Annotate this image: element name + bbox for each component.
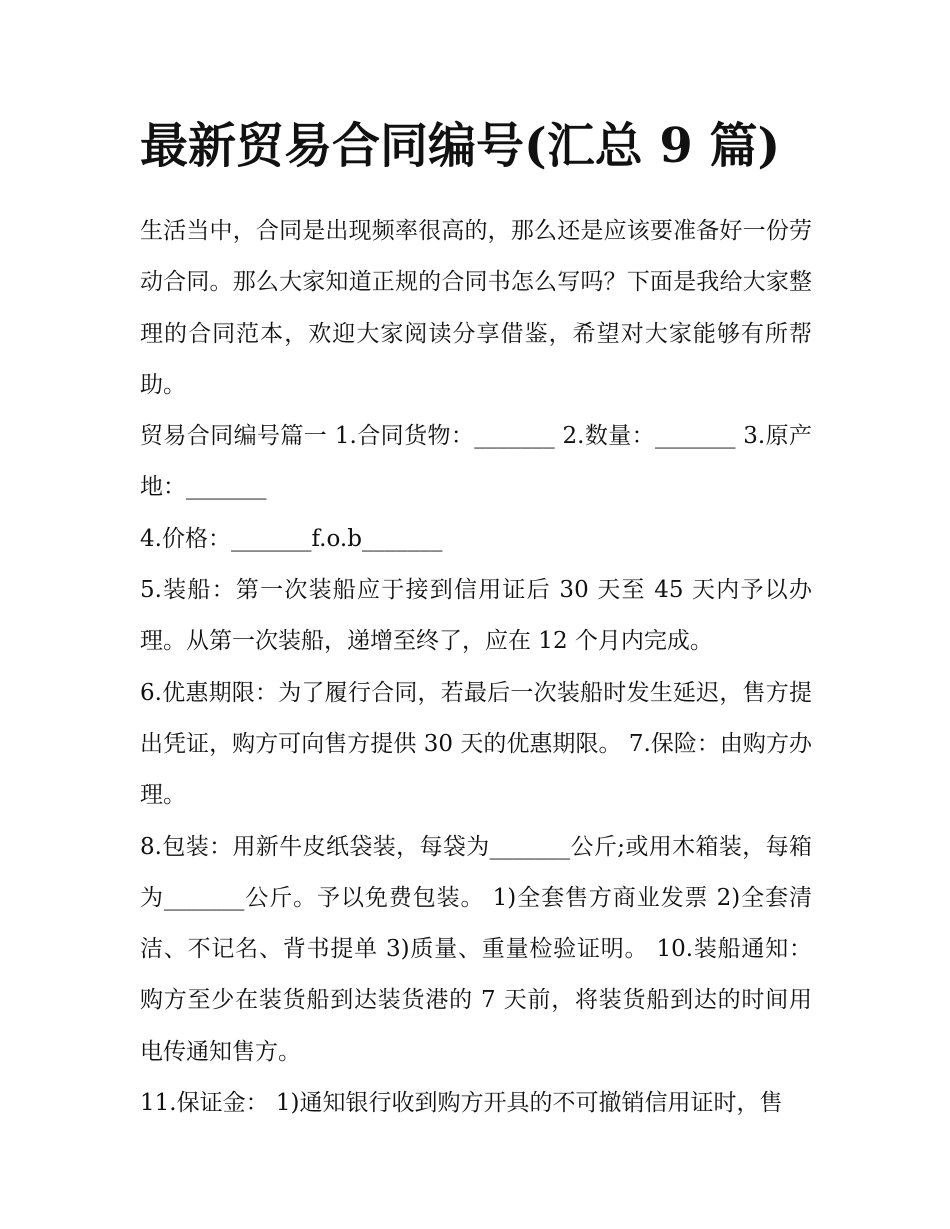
document-body xyxy=(140,206,812,1129)
document-title: 最新贸易合同编号(汇总 9 篇) xyxy=(140,118,781,174)
paragraph-price: 4.价格：_______f.o.b_______ xyxy=(140,525,443,552)
paragraph-packing: 8.包装：用新牛皮纸袋装，每袋为_______公斤;或用木箱装，每箱为_______公斤。予以免费包装。 1)全套售方商业发票 2)全套清洁、不记名、背书提单 3)质量、重量检验证明。 10.装船通知：购方至少在装货船到达装货港的 7 天前，将装货船到达的时间用电传通知售方。 xyxy=(140,833,812,1065)
paragraph-shipment: 5.装船：第一次装船应于接到信用证后 30 天至 45 天内予以办理。从第一次装船，递增至终了，应在 12 个月内完成。 xyxy=(140,577,812,655)
paragraph-grace-period: 6.优惠期限：为了履行合同，若最后一次装船时发生延迟，售方提出凭证，购方可向售方提供 30 天的优惠期限。 7.保险：由购方办理。 xyxy=(140,679,812,809)
paragraph-intro: 生活当中，合同是出现频率很高的，那么还是应该要准备好一份劳动合同。那么大家知道正规的合同书怎么写吗？下面是我给大家整理的合同范本，欢迎大家阅读分享借鉴，希望对大家能够有所帮助。 xyxy=(140,218,812,398)
document-page xyxy=(140,0,812,1129)
paragraph-contract-items-1-3: 贸易合同编号篇一 1.合同货物：_______ 2.数量：_______ 3.原产地：_______ xyxy=(140,423,812,501)
paragraph-deposit: 11.保证金： 1)通知银行收到购方开具的不可撤销信用证时，售 xyxy=(140,1090,783,1117)
